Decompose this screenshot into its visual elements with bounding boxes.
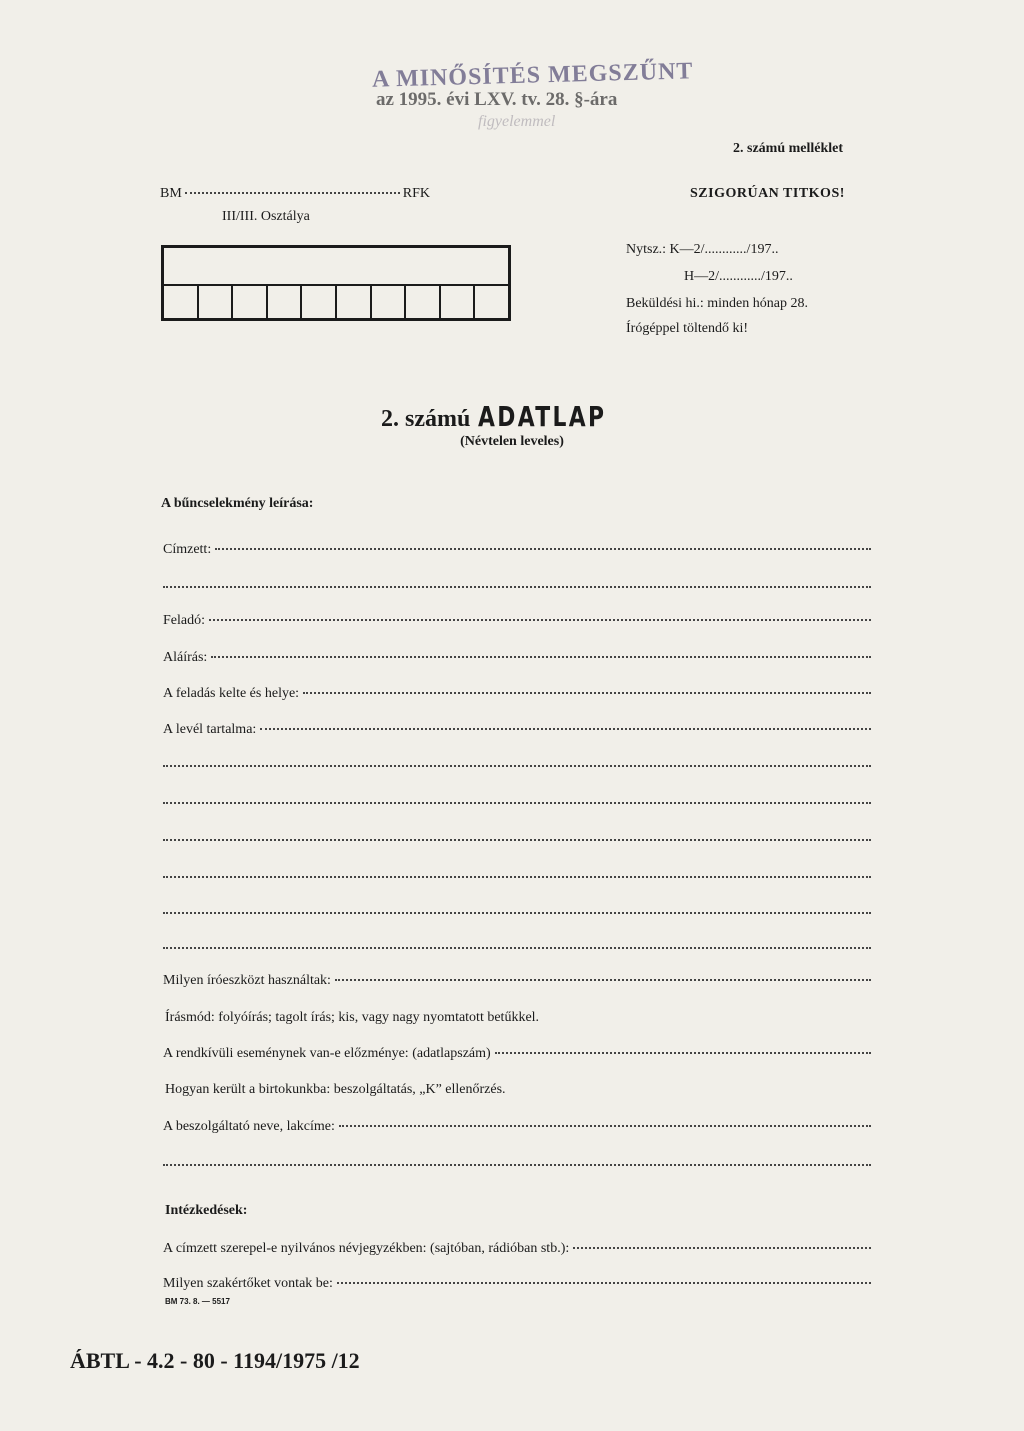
- letter-content-label: A levél tartalma:: [163, 722, 257, 737]
- form-number: 2. számú: [381, 406, 471, 432]
- code-cell: [337, 286, 372, 319]
- code-cell: [199, 286, 234, 319]
- code-cell: [441, 286, 476, 319]
- content-line: [163, 876, 871, 878]
- addressee-label: Címzett:: [163, 542, 212, 557]
- signature-field: [163, 650, 871, 666]
- code-cell: [406, 286, 441, 319]
- code-cell: [233, 286, 268, 319]
- form-title: [0, 400, 1024, 433]
- department-label: III/III. Osztálya: [222, 209, 310, 224]
- code-grid-box: [161, 245, 511, 321]
- experts-field: [163, 1276, 871, 1292]
- provider-label: A beszolgáltató neve, lakcíme:: [163, 1119, 335, 1134]
- date-place-label: A feladás kelte és helye:: [163, 686, 300, 701]
- print-code: BM 73. 8. — 5517: [165, 1297, 230, 1306]
- archive-reference: ÁBTL - 4.2 - 80 - 1194/1975 /12: [70, 1348, 360, 1373]
- bm-dots: [185, 192, 400, 194]
- precedent-label: A rendkívüli eseménynek van-e előzménye: (adatlapszám): [163, 1046, 491, 1061]
- how-obtained-text: Hogyan került a birtokunkba: beszolgáltatás, „K” ellenőrzés.: [165, 1082, 506, 1097]
- rfk-label: RFK: [402, 186, 430, 201]
- nytsz-line: Nytsz.: K—2/............/197..: [626, 242, 779, 257]
- bm-label: BM: [160, 186, 182, 201]
- provider-field: [163, 1119, 871, 1135]
- content-line: [163, 802, 871, 804]
- directory-field: [163, 1241, 871, 1257]
- crime-description-heading: A bűncselekmény leírása:: [161, 496, 314, 511]
- provider-continuation-line: [163, 1164, 871, 1166]
- code-cell: [372, 286, 407, 319]
- attachment-number: 2. számú melléklet: [733, 141, 844, 156]
- form-subtitle: (Névtelen leveles): [460, 434, 564, 449]
- declassification-stamp: [371, 58, 732, 131]
- letter-content-field: [163, 722, 871, 738]
- addressee-continuation-line: [163, 586, 871, 588]
- stamp-line-2: az 1995. évi LXV. tv. 28. §-ára: [376, 89, 618, 110]
- submission-deadline: Beküldési hi.: minden hónap 28.: [626, 296, 808, 311]
- code-cell: [164, 286, 199, 319]
- content-line: [163, 839, 871, 841]
- content-line: [163, 912, 871, 914]
- classification-label: SZIGORÚAN TITKOS!: [690, 186, 845, 201]
- date-place-field: [163, 686, 871, 702]
- code-grid-cells: [164, 286, 508, 319]
- directory-label: A címzett szerepel-e nyilvános névjegyzékben: (sajtóban, rádióban stb.):: [163, 1241, 570, 1256]
- code-cell: [475, 286, 508, 319]
- stamp-line-3: figyelemmel: [478, 113, 556, 130]
- h-line: H—2/............/197..: [684, 269, 793, 284]
- typewriter-note: Írógéppel töltendő ki!: [626, 321, 749, 336]
- precedent-field: [163, 1046, 871, 1062]
- writing-tool-label: Milyen íróeszközt használtak:: [163, 973, 331, 988]
- bm-rfk-line: [160, 186, 430, 202]
- sender-label: Feladó:: [163, 613, 205, 628]
- code-cell: [302, 286, 337, 319]
- writing-mode-text: Írásmód: folyóírás; tagolt írás; kis, vagy nagy nyomtatott betűkkel.: [165, 1010, 540, 1025]
- form-title-word: ADATLAP: [478, 400, 607, 433]
- content-line: [163, 765, 871, 767]
- experts-label: Milyen szakértőket vontak be:: [163, 1276, 333, 1291]
- addressee-field: [163, 542, 871, 558]
- measures-heading: Intézkedések:: [165, 1203, 248, 1218]
- code-cell: [268, 286, 303, 319]
- writing-tool-field: [163, 973, 871, 989]
- stamp-line-1: A MINŐSÍTÉS MEGSZŰNT: [371, 58, 694, 93]
- code-grid-top-row: [164, 248, 508, 286]
- signature-label: Aláírás:: [163, 650, 208, 665]
- sender-field: [163, 613, 871, 629]
- content-line: [163, 947, 871, 949]
